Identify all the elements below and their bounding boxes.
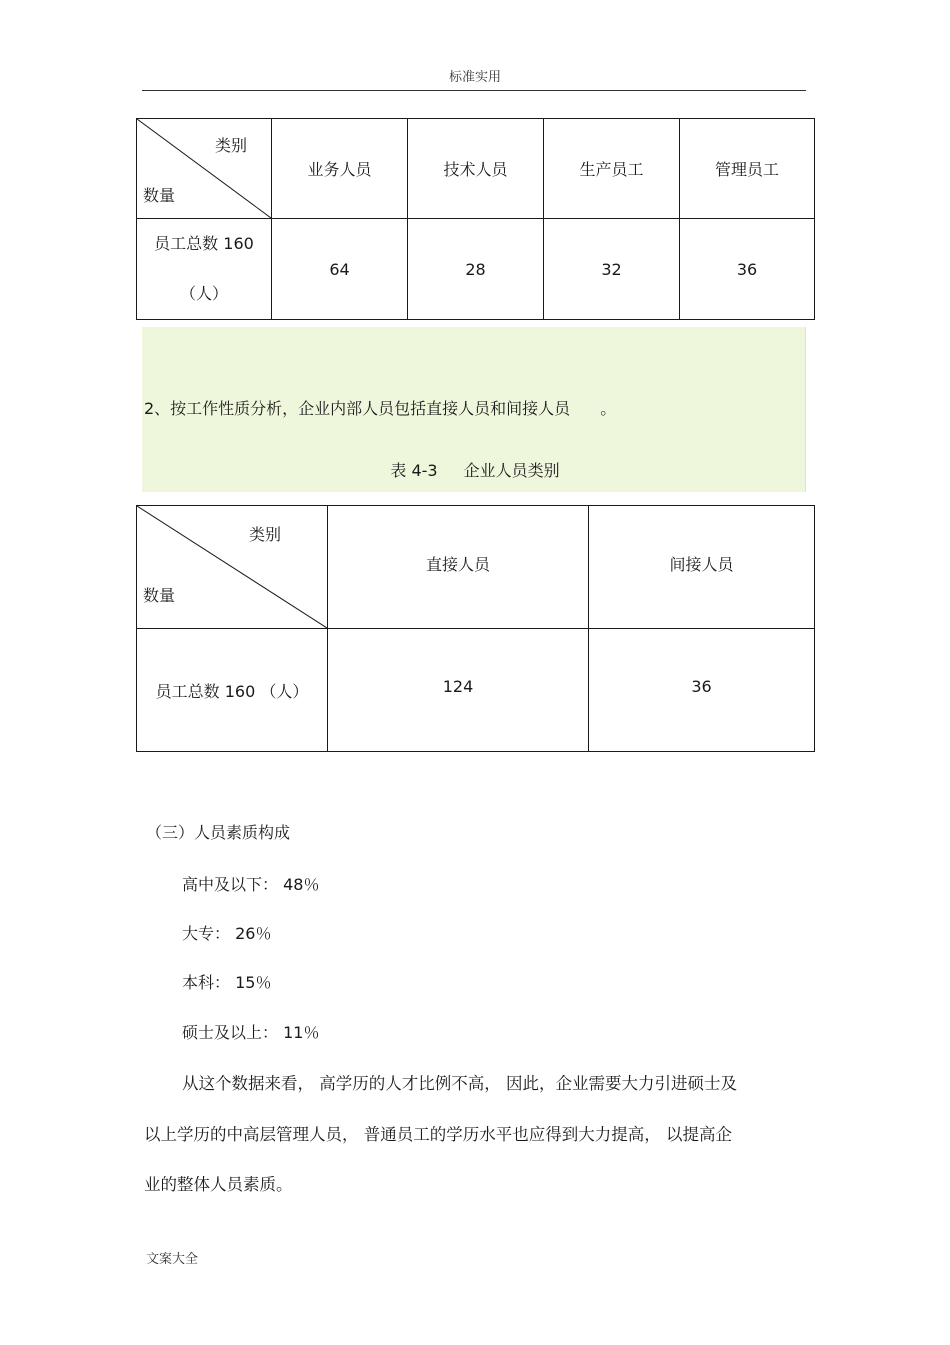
paragraph-line: 以上学历的中高层管理人员， 普通员工的学历水平也应得到大力提高， 以提高企 (144, 1125, 732, 1144)
header-rule (142, 90, 806, 91)
row-header (137, 219, 272, 320)
list-item: 本科： 15％ (182, 973, 272, 992)
page-header: 标准实用 (448, 70, 501, 85)
column-header: 技术人员 (408, 119, 544, 219)
column-header: 间接人员 (589, 506, 815, 629)
category-label: 类别 (248, 525, 281, 544)
table-cell: 124 (328, 629, 589, 752)
row-header-line: 员工总数 160 (154, 234, 254, 253)
table-cell: 36 (680, 219, 815, 320)
diagonal-header-cell (137, 119, 272, 219)
column-header: 生产员工 (544, 119, 680, 219)
staff-type-table (136, 505, 815, 752)
list-item: 高中及以下： 48％ (182, 875, 320, 894)
page-footer: 文案大全 (146, 1252, 199, 1267)
paragraph-line: 业的整体人员素质。 (144, 1175, 293, 1194)
table-cell: 64 (272, 219, 408, 320)
section-2-text (144, 396, 616, 419)
row-header-line: （人） (179, 284, 228, 303)
table-cell: 36 (589, 629, 815, 752)
caption-number: 表 4-3 (390, 461, 438, 480)
staff-category-table (136, 118, 815, 320)
diagonal-header-cell (137, 506, 328, 629)
table-cell: 28 (408, 219, 544, 320)
caption-title: 企业人员类别 (463, 461, 560, 480)
table-caption (0, 458, 950, 481)
column-header: 直接人员 (328, 506, 589, 629)
quantity-label: 数量 (143, 186, 176, 205)
paragraph-line: 从这个数据来看， 高学历的人才比例不高， 因此，企业需要大力引进硕士及 (182, 1074, 737, 1093)
column-header: 管理员工 (680, 119, 815, 219)
diagonal-line (137, 506, 327, 628)
list-item: 硕士及以上： 11％ (182, 1023, 320, 1042)
quantity-label: 数量 (143, 586, 176, 605)
section-2-sentence: 2、按工作性质分析，企业内部人员包括直接人员和间接人员 (144, 399, 571, 418)
row-header: 员工总数 160 （人） (137, 629, 328, 752)
column-header: 业务人员 (272, 119, 408, 219)
table-cell: 32 (544, 219, 680, 320)
section-3-heading: （三）人员素质构成 (146, 823, 291, 842)
section-2-period: 。 (600, 399, 617, 418)
category-label: 类别 (214, 136, 247, 155)
list-item: 大专： 26％ (182, 924, 272, 943)
